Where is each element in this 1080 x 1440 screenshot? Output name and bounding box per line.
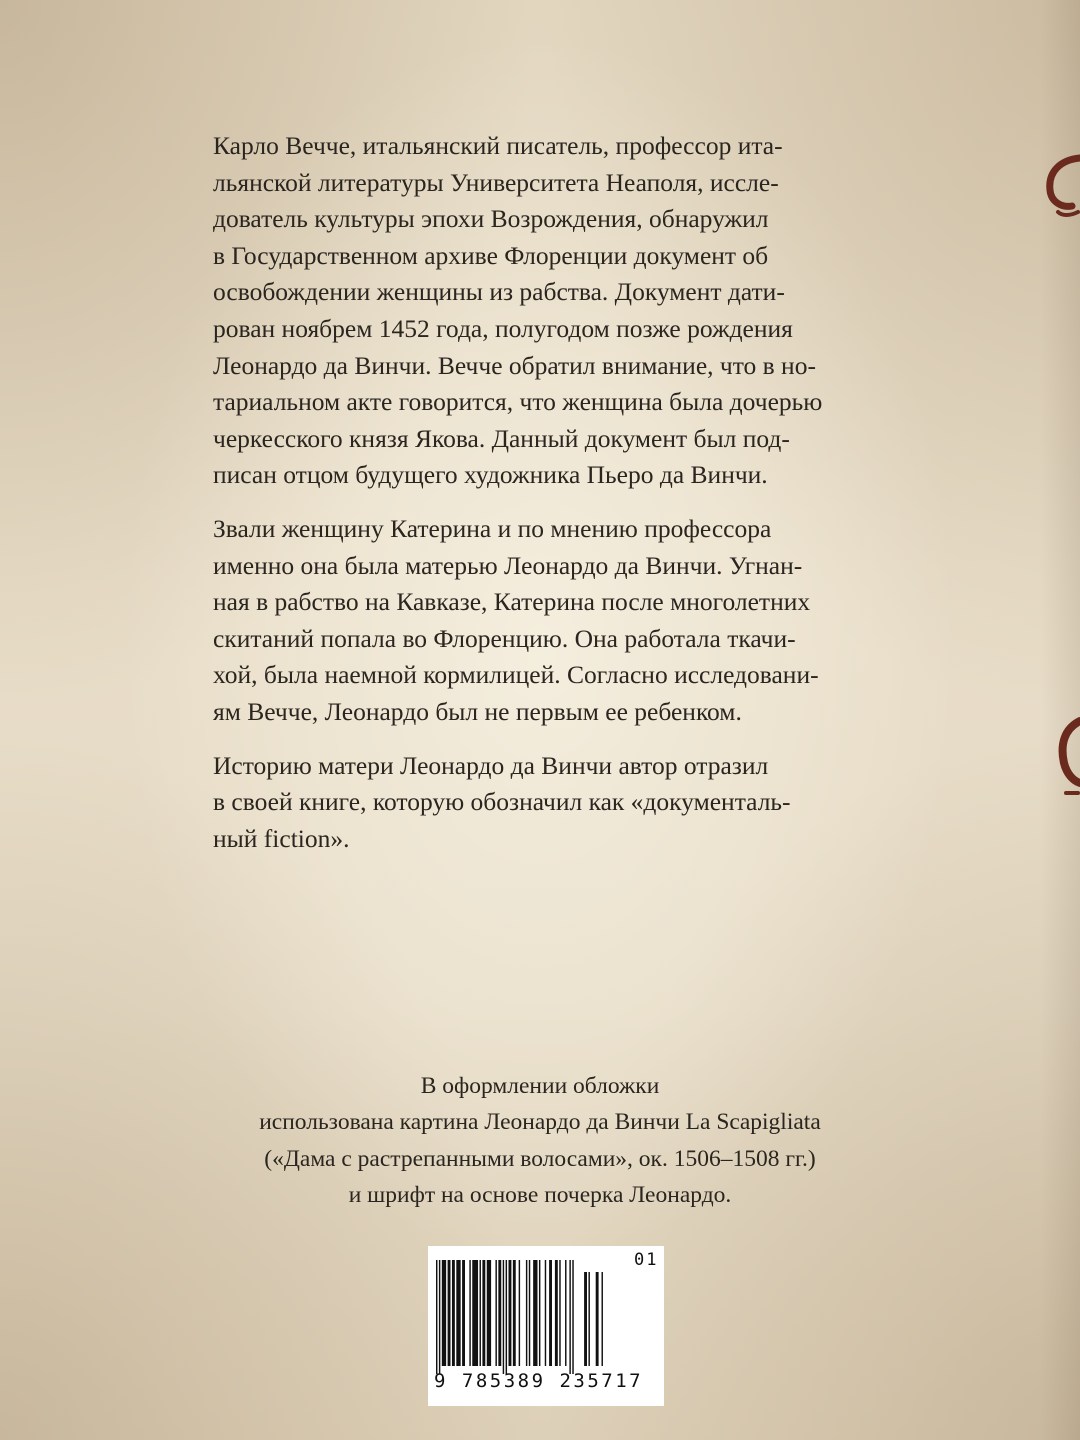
barcode-bar	[555, 1260, 558, 1366]
barcode-bar	[436, 1260, 437, 1374]
barcode-bar	[487, 1260, 491, 1366]
barcode-bar	[448, 1260, 451, 1366]
barcode-bar	[498, 1260, 501, 1366]
barcode-bar	[526, 1260, 527, 1366]
barcode-bar	[545, 1260, 546, 1366]
credits-line-3: («Дама с растрепанными волосами», ок. 1506–1508 гг.)	[264, 1145, 816, 1172]
barcode-bar	[519, 1260, 520, 1366]
barcode-bar	[452, 1260, 455, 1366]
barcode-bar	[495, 1260, 496, 1366]
spine-shadow	[1040, 0, 1080, 1440]
barcode-addon-digits: 01	[634, 1250, 659, 1270]
barcode-bar	[506, 1260, 507, 1374]
barcode-bar	[503, 1260, 504, 1374]
barcode-addon-bar	[596, 1272, 599, 1366]
barcode-addon-bar	[602, 1272, 603, 1366]
cover-design-credits	[200, 1068, 880, 1213]
barcode-bar	[482, 1260, 485, 1366]
barcode-bar	[549, 1260, 552, 1366]
barcode-bar	[439, 1260, 440, 1374]
annotation-text	[213, 128, 873, 874]
barcode-bar	[509, 1260, 512, 1366]
isbn-barcode	[428, 1246, 664, 1406]
paragraph-1: Карло Вечче, итальянский писатель, профессор ита- льянской литературы Университета Неаполя, иссле- дователь культуры эпохи Возрождения, обнаружил в Государственном архиве Флоренции документ об освобождении женщины из рабства. Документ дати- рован ноябрем 1452 года, полугодом позже рождения Леонардо да Винчи. Вечче обратил внимание, что в но- тариальном акте говорится, что женщина была дочерью черкесского князя Якова. Данный документ был под- писан отцом будущего художника Пьеро да Винчи.	[213, 131, 823, 490]
barcode-addon-bar	[584, 1272, 587, 1366]
credits-line-4: и шрифт на основе почерка Леонардо.	[348, 1181, 732, 1208]
barcode-bar	[513, 1260, 516, 1366]
barcode-bar	[559, 1260, 560, 1366]
barcode-addon-bar	[588, 1272, 589, 1366]
barcode-bar	[529, 1260, 530, 1366]
barcode-bar	[442, 1260, 446, 1366]
barcode-bar	[533, 1260, 537, 1366]
barcode-bar	[469, 1260, 470, 1366]
barcode-number: 9 785389 235717	[434, 1370, 644, 1392]
barcode-bar	[565, 1260, 566, 1366]
barcode-bar	[462, 1260, 465, 1366]
barcode-bar	[539, 1260, 540, 1366]
barcode-bar	[569, 1260, 570, 1374]
credits-line-1: В оформлении обложки	[420, 1073, 660, 1099]
barcode-bar	[456, 1260, 460, 1366]
barcode-bar	[472, 1260, 478, 1366]
paragraph-2: Звали женщину Катерина и по мнению профессора именно она была матерью Леонардо да Винчи. Угнан- ная в рабство на Кавказе, Катерина после многолетних скитаний попала во Флоренцию. Она работала ткачи- хой, была наемной кормилицей. Согласно исследовани- ям Вечче, Леонардо был не первым ее ребенком.	[213, 513, 819, 726]
credits-line-2: использована картина Леонардо да Винчи La Scapigliata	[259, 1109, 821, 1136]
paragraph-3: Историю матери Леонардо да Винчи автор отразил в своей книге, которую обозначил как «документаль- ный fiction».	[213, 750, 791, 853]
barcode-bar	[480, 1260, 481, 1366]
barcode-bar	[572, 1260, 573, 1374]
